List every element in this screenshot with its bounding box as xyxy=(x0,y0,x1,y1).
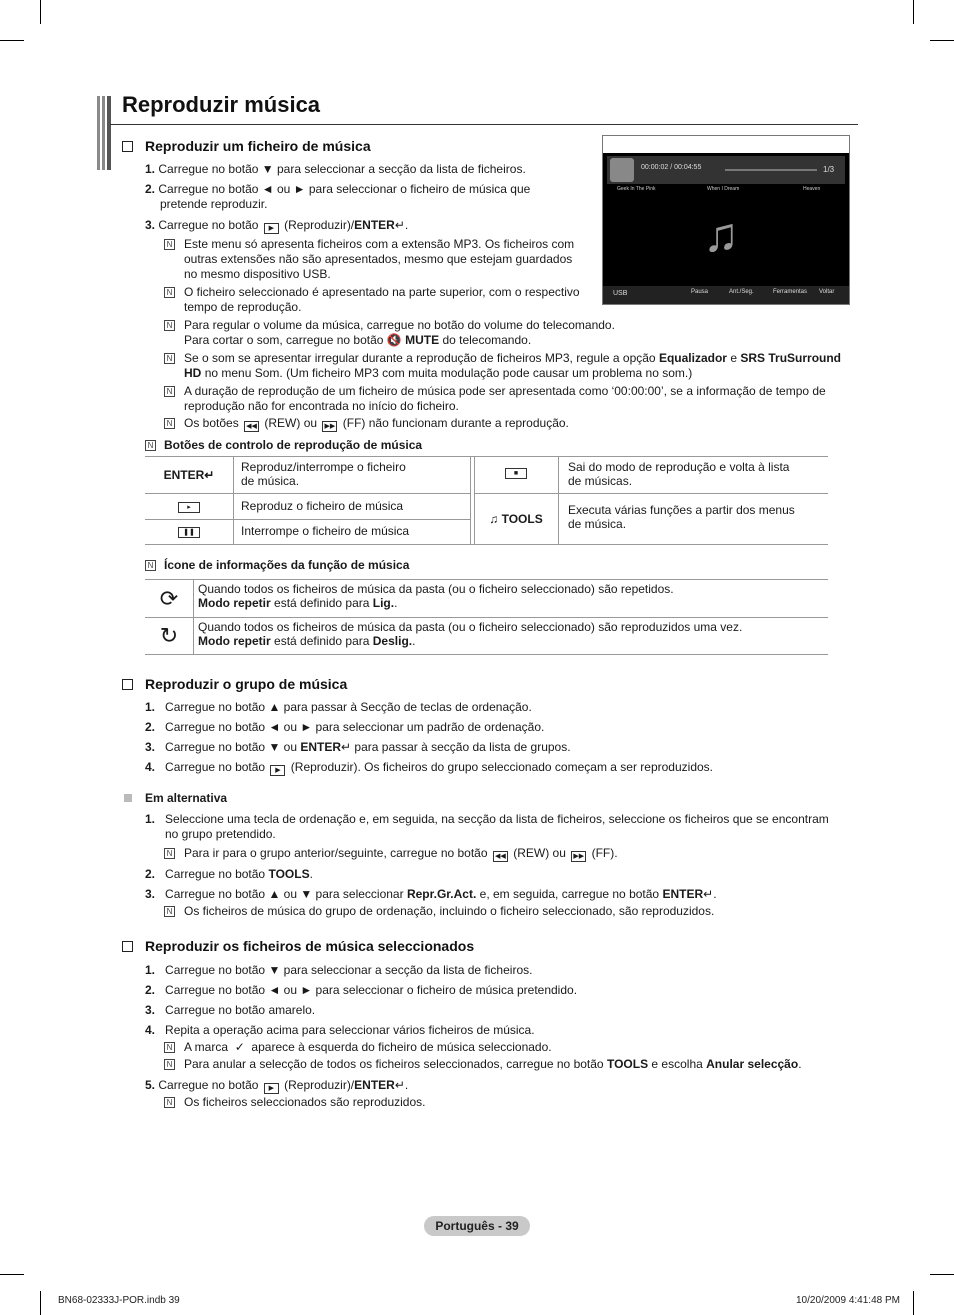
crop-mark xyxy=(40,0,41,24)
enter-label: ENTER xyxy=(163,468,205,482)
note xyxy=(184,1040,552,1055)
control-key xyxy=(474,457,559,494)
note xyxy=(184,318,615,348)
step-text: e, em seguida, carregue no botão xyxy=(479,887,660,901)
note-icon: N xyxy=(164,353,175,364)
step xyxy=(145,812,829,827)
hint-pause: Pausa xyxy=(691,289,709,295)
step xyxy=(145,218,408,234)
note xyxy=(184,846,618,862)
note-line: tempo de reprodução. xyxy=(184,300,302,314)
note-text: do telecomando. xyxy=(442,333,532,347)
step xyxy=(145,867,313,882)
control-desc xyxy=(568,460,828,488)
note-text: A marca xyxy=(184,1040,229,1054)
track-list xyxy=(607,186,845,194)
note-icon: N xyxy=(164,239,175,250)
section-heading-text: Reproduzir os ficheiros de música seleccionados xyxy=(145,938,475,954)
hint-return: Voltar xyxy=(819,289,835,295)
hint-tools: Ferramentas xyxy=(773,289,808,295)
section-heading-text: Reproduzir o grupo de música xyxy=(145,676,348,692)
step-number: 4. xyxy=(145,1023,156,1037)
desc-line: Quando todos os ficheiros de música da pasta (ou o ficheiro seleccionado) são reproduzidos uma vez. xyxy=(198,620,743,634)
step xyxy=(145,963,532,978)
icon-desc xyxy=(198,620,828,648)
step-text: . xyxy=(309,867,313,881)
hint-prev-next: Ant./Seg. xyxy=(729,289,754,295)
track-item: Heaven xyxy=(803,186,821,192)
step-number: 2. xyxy=(145,182,156,196)
step xyxy=(145,182,530,197)
square-bullet-icon xyxy=(124,794,132,802)
note-line: A duração de reprodução de um ficheiro de música pode ser apresentada como ‘00:00:00’, se a informação de tempo de xyxy=(184,384,826,398)
note-text: (FF). xyxy=(591,846,618,860)
crop-mark xyxy=(913,0,914,24)
title-divider xyxy=(110,124,858,125)
repeat-once-icon: ↻ xyxy=(145,618,194,654)
control-key xyxy=(145,520,234,545)
step-text: Carregue no botão ▲ ou ▼ para seleccionar xyxy=(165,887,404,901)
note xyxy=(184,416,569,432)
screen-top-strip xyxy=(603,136,849,153)
step-text: . xyxy=(404,1078,409,1092)
step-text: Carregue no botão amarelo. xyxy=(165,1003,316,1017)
step-continuation: no grupo pretendido. xyxy=(165,827,276,841)
desc-bold: Lig. xyxy=(372,596,395,610)
step-number: 1. xyxy=(145,812,156,826)
controls-table xyxy=(145,456,828,545)
note-line xyxy=(184,351,841,366)
note-line xyxy=(184,366,841,381)
desc-line xyxy=(198,634,828,648)
row-divider xyxy=(233,519,470,520)
step-text: (Reproduzir)/ xyxy=(284,1078,355,1092)
checkbox-bullet-icon xyxy=(122,141,133,152)
step-text: Carregue no botão ▲ para passar à Secção de teclas de ordenação. xyxy=(165,700,532,714)
desc-line xyxy=(198,596,828,610)
enter-icon: ↵ xyxy=(341,740,352,754)
enter-icon: ↵ xyxy=(703,887,714,901)
note-text: no menu Som. (Um ficheiro MP3 com muita modulação pode causar um problema no som.) xyxy=(204,366,693,380)
step xyxy=(145,700,532,715)
checkbox-bullet-icon xyxy=(122,941,133,952)
desc-line: Sai do modo de reprodução e volta à lista xyxy=(568,460,790,474)
row-divider xyxy=(193,617,828,618)
section-heading xyxy=(122,138,371,154)
step xyxy=(145,983,577,998)
enter-label: ENTER xyxy=(354,1078,395,1092)
note xyxy=(184,237,574,282)
table-caption: Botões de controlo de reprodução de música xyxy=(164,438,423,452)
enter-label: ENTER xyxy=(354,218,395,232)
step xyxy=(145,720,544,735)
note-icon: N xyxy=(145,560,156,571)
control-desc xyxy=(568,503,828,531)
section-heading xyxy=(122,938,474,954)
tools-icon: ♫ xyxy=(489,512,499,526)
mute-label: MUTE xyxy=(405,333,440,347)
step-number: 3. xyxy=(145,1003,156,1017)
crop-mark xyxy=(0,1274,24,1275)
step-continuation: pretende reproduzir. xyxy=(160,197,268,211)
progress-track xyxy=(725,169,817,171)
table-caption: Ícone de informações da função de música xyxy=(164,558,410,572)
note-text: Para anular a selecção de todos os ficheiros seleccionados, carregue no botão xyxy=(184,1057,604,1071)
step xyxy=(145,740,571,755)
enter-icon: ↵ xyxy=(204,468,215,482)
repeat-all-icon: ⟳ xyxy=(145,580,194,618)
desc-bold: Modo repetir xyxy=(198,596,271,610)
track-item: Geek In The Pink xyxy=(617,186,656,192)
enter-icon: ↵ xyxy=(394,1078,405,1092)
note-text: . xyxy=(798,1057,802,1071)
subheading: Em alternativa xyxy=(145,791,228,805)
album-art-icon xyxy=(610,158,634,182)
desc-text: está definido para xyxy=(274,596,370,610)
crop-mark xyxy=(930,40,954,41)
note: Os ficheiros de música do grupo de ordenação, incluindo o ficheiro seleccionado, são reproduzidos. xyxy=(184,904,715,918)
note-line: O ficheiro seleccionado é apresentado na parte superior, com o respectivo xyxy=(184,285,580,299)
desc-text: está definido para xyxy=(274,634,370,648)
now-playing-bar xyxy=(607,156,845,184)
step-number: 1. xyxy=(145,700,156,714)
note-line: no mesmo dispositivo USB. xyxy=(184,267,331,281)
track-item-current: When I Dream xyxy=(707,186,740,192)
enter-label: ENTER xyxy=(300,740,342,754)
note-icon: N xyxy=(164,1042,175,1053)
track-count: 1/3 xyxy=(823,165,835,174)
note-text: Se o som se apresentar irregular durante a reprodução de ficheiros MP3, regule a opção xyxy=(184,351,656,365)
step xyxy=(145,1003,315,1018)
section-heading xyxy=(122,676,347,692)
note-text: (REW) ou xyxy=(264,416,318,430)
step-number: 2. xyxy=(145,983,156,997)
step-text: . xyxy=(713,887,717,901)
icon-desc xyxy=(198,582,828,610)
desc-line: Reproduz/interrompe o ficheiro xyxy=(241,460,406,474)
note-text: Para ir para o grupo anterior/seguinte, carregue no botão xyxy=(184,846,488,860)
step-text: Carregue no botão ▼ para seleccionar a secção da lista de ficheiros. xyxy=(165,963,533,977)
print-file-info: BN68-02333J-POR.indb 39 xyxy=(58,1295,180,1306)
step xyxy=(145,1023,535,1038)
desc-text: . xyxy=(394,596,398,610)
music-player-screenshot xyxy=(602,135,850,305)
step-text: Carregue no botão xyxy=(165,760,266,774)
note-line: Para regular o volume da música, carregue no botão do volume do telecomando. xyxy=(184,318,615,332)
note-bold: HD xyxy=(184,366,202,380)
play-button-icon: ▶ xyxy=(270,765,285,776)
table-bottom-border xyxy=(145,544,828,545)
note-icon: N xyxy=(164,418,175,429)
tools-label: TOOLS xyxy=(268,867,310,881)
rewind-button-icon: ◀◀ xyxy=(244,421,259,432)
step-number: 3. xyxy=(145,887,156,901)
note-icon: N xyxy=(164,287,175,298)
play-button-icon: ▸ xyxy=(178,502,200,513)
step-bold: Repr.Gr.Act. xyxy=(406,887,477,901)
checkmark-icon: ✓ xyxy=(234,1040,245,1054)
note-bold: Anular selecção xyxy=(706,1057,799,1071)
row-divider xyxy=(558,493,828,494)
step-number: 3. xyxy=(145,218,156,232)
step-text: para passar à secção da lista de grupos. xyxy=(354,740,571,754)
note-icon: N xyxy=(164,320,175,331)
note-text: (REW) ou xyxy=(513,846,566,860)
note-icon: N xyxy=(164,906,175,917)
note-bold: Equalizador xyxy=(658,351,727,365)
note-icon: N xyxy=(164,386,175,397)
desc-bold: Deslig. xyxy=(372,634,413,648)
step xyxy=(145,760,713,776)
mute-icon: 🔇 xyxy=(386,333,402,347)
step xyxy=(145,1078,408,1094)
step-text: . xyxy=(404,218,409,232)
enter-label: ENTER xyxy=(662,887,704,901)
desc-line: de música. xyxy=(568,517,627,531)
music-note-icon: ♫ xyxy=(703,209,739,262)
print-timestamp: 10/20/2009 4:41:48 PM xyxy=(796,1295,900,1306)
rewind-button-icon: ◀◀ xyxy=(493,851,508,862)
tools-label: TOOLS xyxy=(606,1057,649,1071)
note-text: Os botões xyxy=(184,416,239,430)
crop-mark xyxy=(913,1291,914,1315)
crop-mark xyxy=(0,40,24,41)
step-number: 1. xyxy=(145,162,156,176)
page-number-badge: Português - 39 xyxy=(424,1216,530,1236)
step-number: 4. xyxy=(145,760,156,774)
step-text: Carregue no botão ▼ ou xyxy=(165,740,297,754)
desc-bold: Modo repetir xyxy=(198,634,271,648)
note-icon: N xyxy=(164,848,175,859)
step xyxy=(145,887,717,902)
note: Os ficheiros seleccionados são reproduzidos. xyxy=(184,1095,426,1109)
row-divider xyxy=(233,493,470,494)
crop-mark xyxy=(40,1291,41,1315)
control-desc: Interrompe o ficheiro de música xyxy=(241,524,410,538)
pause-button-icon: ❚❚ xyxy=(178,527,200,538)
page-title: Reproduzir música xyxy=(122,92,321,117)
control-key xyxy=(145,494,234,520)
tools-label: TOOLS xyxy=(501,512,543,526)
note xyxy=(184,384,826,414)
note-text: e escolha xyxy=(651,1057,703,1071)
control-key xyxy=(474,494,559,544)
note-text: Para cortar o som, carregue no botão xyxy=(184,333,384,347)
step-text: Carregue no botão xyxy=(158,1078,259,1092)
step-text: Carregue no botão ◄ ou ► para seleccionar o ficheiro de música que xyxy=(158,182,531,196)
source-label: USB xyxy=(613,290,628,297)
note-line xyxy=(184,333,615,348)
step-number: 5. xyxy=(145,1078,156,1092)
step xyxy=(145,162,526,177)
step-number: 2. xyxy=(145,720,156,734)
stop-button-icon: ■ xyxy=(505,468,527,479)
section-heading-text: Reproduzir um ficheiro de música xyxy=(145,138,371,154)
note xyxy=(184,1057,802,1072)
fast-forward-button-icon: ▶▶ xyxy=(571,851,586,862)
note-bold: SRS TruSurround xyxy=(740,351,842,365)
desc-text: . xyxy=(412,634,416,648)
icons-table xyxy=(145,579,828,655)
note-text: (FF) não funcionam durante a reprodução. xyxy=(342,416,569,430)
control-key xyxy=(145,457,234,494)
step-number: 3. xyxy=(145,740,156,754)
screen-hint-bar xyxy=(603,286,849,304)
desc-line: de músicas. xyxy=(568,474,633,488)
control-desc xyxy=(241,460,471,488)
step-text: Carregue no botão ◄ ou ► para seleccionar um padrão de ordenação. xyxy=(165,720,545,734)
enter-icon: ↵ xyxy=(394,218,405,232)
step-text: Carregue no botão xyxy=(158,218,259,232)
step-number: 2. xyxy=(145,867,156,881)
play-button-icon: ▶ xyxy=(264,223,279,234)
step-number: 1. xyxy=(145,963,156,977)
fast-forward-button-icon: ▶▶ xyxy=(322,421,337,432)
desc-line: de música. xyxy=(241,474,300,488)
crop-mark xyxy=(930,1274,954,1275)
step-text: Carregue no botão xyxy=(165,867,266,881)
note-text: e xyxy=(730,351,737,365)
note-line: Este menu só apresenta ficheiros com a extensão MP3. Os ficheiros com xyxy=(184,237,575,251)
note-icon: N xyxy=(145,440,156,451)
note-text: aparece à esquerda do ficheiro de música seleccionado. xyxy=(251,1040,552,1054)
checkbox-bullet-icon xyxy=(122,679,133,690)
note xyxy=(184,351,841,381)
note-line: outras extensões não são apresentados, mesmo que estejam guardados xyxy=(184,252,573,266)
step-text: Repita a operação acima para seleccionar vários ficheiros de música. xyxy=(165,1023,535,1037)
desc-line: Quando todos os ficheiros de música da pasta (ou o ficheiro seleccionado) são repetidos. xyxy=(198,582,674,596)
step-text: (Reproduzir). Os ficheiros do grupo seleccionado começam a ser reproduzidos. xyxy=(290,760,713,774)
step-text: Seleccione uma tecla de ordenação e, em seguida, na secção da lista de ficheiros, seleccione os ficheiros que se encontram xyxy=(165,812,829,826)
note-line: reprodução não for encontrada no início do ficheiro. xyxy=(184,399,459,413)
step-text: Carregue no botão ◄ ou ► para seleccionar o ficheiro de música pretendido. xyxy=(165,983,578,997)
desc-line: Executa várias funções a partir dos menus xyxy=(568,503,795,517)
step-text: (Reproduzir)/ xyxy=(284,218,355,232)
note-icon: N xyxy=(164,1059,175,1070)
control-desc: Reproduz o ficheiro de música xyxy=(241,499,404,513)
title-decoration xyxy=(97,96,111,170)
note-icon: N xyxy=(164,1097,175,1108)
play-button-icon: ▶ xyxy=(264,1083,279,1094)
step-text: Carregue no botão ▼ para seleccionar a secção da lista de ficheiros. xyxy=(158,162,526,176)
time-readout: 00:00:02 / 00:04:55 xyxy=(641,164,702,171)
note xyxy=(184,285,580,315)
